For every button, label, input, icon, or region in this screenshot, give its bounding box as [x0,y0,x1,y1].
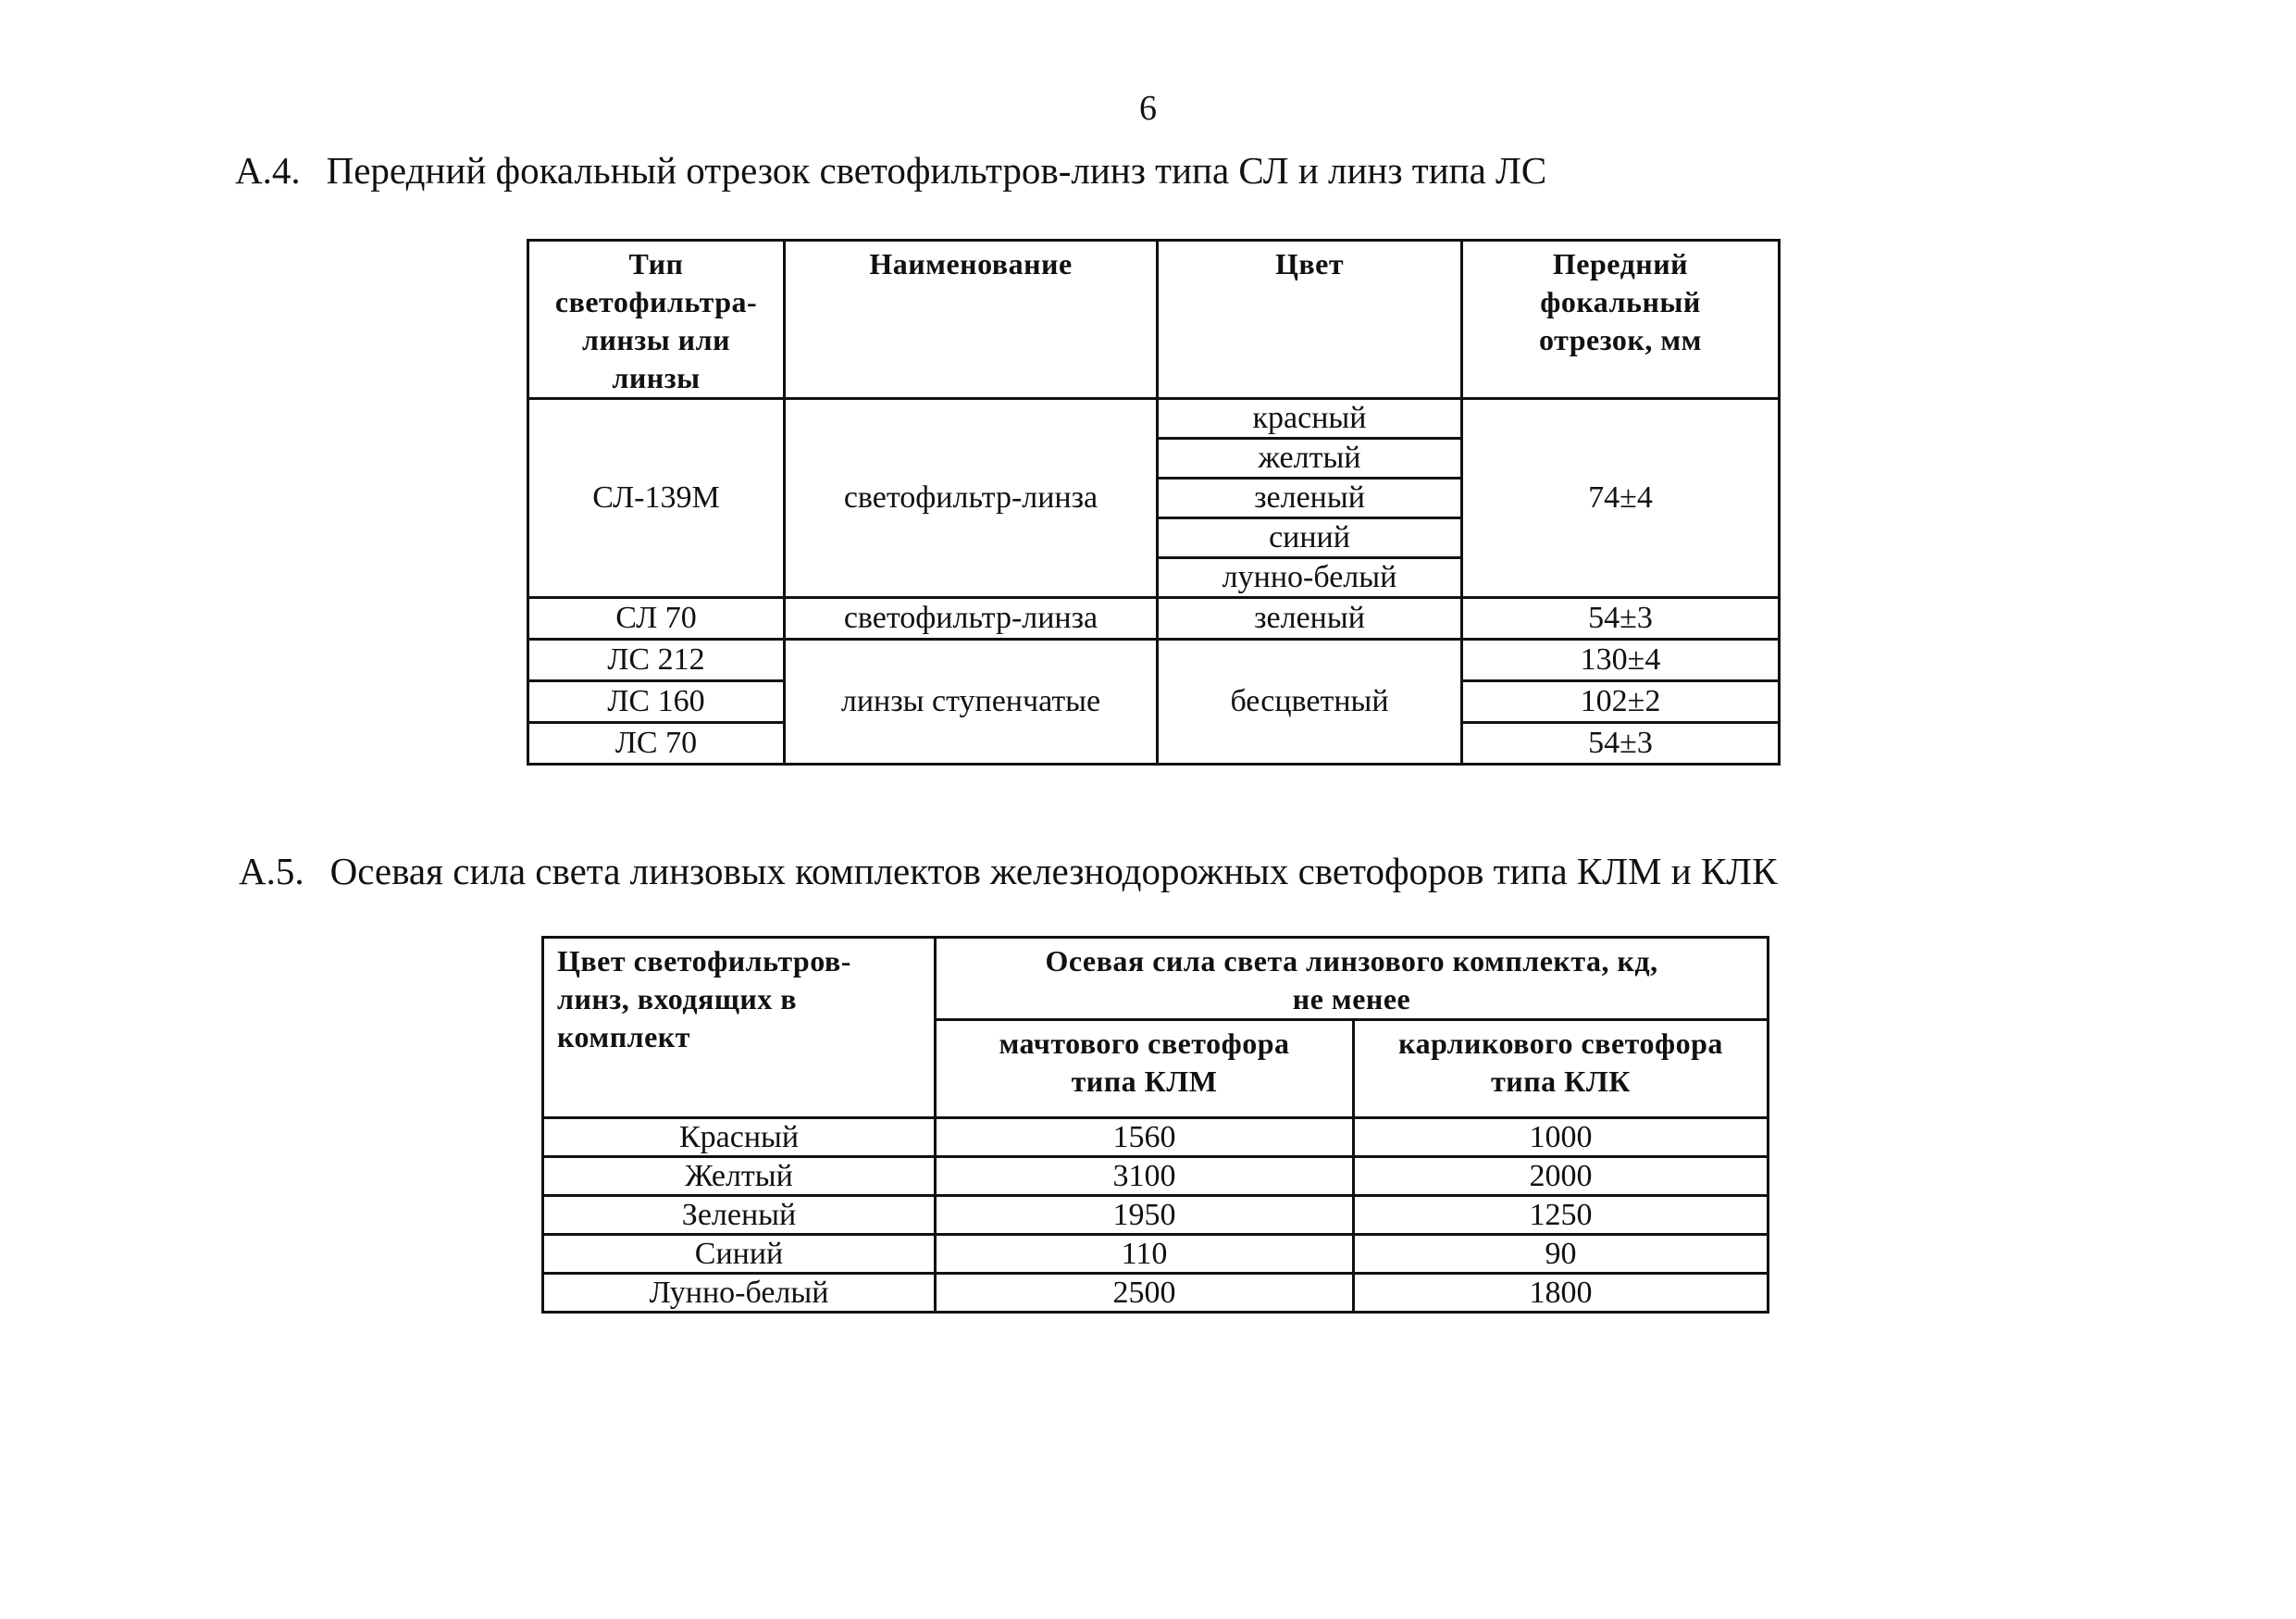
table-row [543,1157,1769,1196]
header-filter-color: Цвет светофильтров-линз, входящих в комплект [543,938,936,1118]
header-focal: Передний фокальный отрезок, мм [1462,241,1780,399]
header-klm: мачтового светофора типа КЛМ [936,1020,1354,1118]
table-row [543,1196,1769,1235]
cell-color: желтый [1158,439,1462,479]
table-header-row [528,241,1780,399]
header-name: Наименование [785,241,1158,399]
cell-color: красный [1158,399,1462,439]
cell-type-sl70: СЛ 70 [528,598,785,640]
section-a5-title-text: Осевая сила света линзовых комплектов железнодорожных светофоров типа КЛМ и КЛК [329,850,1778,892]
table-row [528,399,1780,439]
cell-klm: 3100 [936,1157,1354,1196]
header-intensity [936,938,1769,1020]
cell-klk: 1250 [1354,1196,1769,1235]
header-type: Тип светофильтра-линзы или линзы [528,241,785,399]
cell-type-ls212: ЛС 212 [528,640,785,681]
cell-klk: 1000 [1354,1118,1769,1157]
section-a4-title [235,148,1546,193]
cell-color: Лунно-белый [543,1274,936,1313]
cell-name-sl70: светофильтр-линза [785,598,1158,640]
cell-color: лунно-белый [1158,558,1462,598]
table-row [543,1118,1769,1157]
header-color: Цвет [1158,241,1462,399]
cell-klk: 2000 [1354,1157,1769,1196]
cell-focal-ls70: 54±3 [1462,723,1780,765]
section-a5-title [239,849,1777,893]
cell-type-sl139m: СЛ-139М [528,399,785,598]
cell-color: Зеленый [543,1196,936,1235]
cell-klm: 1560 [936,1118,1354,1157]
cell-name-sl139m: светофильтр-линза [785,399,1158,598]
header-intensity-line1: Осевая сила света линзового комплекта, кд, [1045,944,1658,978]
luminous-intensity-table [541,936,1769,1314]
cell-color: синий [1158,518,1462,558]
cell-focal-ls160: 102±2 [1462,681,1780,723]
cell-color: Красный [543,1118,936,1157]
cell-color: Синий [543,1235,936,1274]
cell-color: зеленый [1158,479,1462,518]
cell-type-ls70: ЛС 70 [528,723,785,765]
section-a4-number: А.4. [235,149,301,192]
section-a4-title-text: Передний фокальный отрезок светофильтров-линз типа СЛ и линз типа ЛС [326,149,1547,192]
header-intensity-line2: не менее [1292,982,1411,1015]
focal-distance-table [527,239,1781,766]
cell-color-lens-group: бесцветный [1158,640,1462,765]
cell-name-lens-group: линзы ступенчатые [785,640,1158,765]
table-row [528,640,1780,681]
cell-focal-ls212: 130±4 [1462,640,1780,681]
cell-klk: 90 [1354,1235,1769,1274]
cell-klm: 1950 [936,1196,1354,1235]
table-row [543,1235,1769,1274]
cell-color: Желтый [543,1157,936,1196]
header-klk: карликового светофора типа КЛК [1354,1020,1769,1118]
cell-klk: 1800 [1354,1274,1769,1313]
cell-klm: 110 [936,1235,1354,1274]
cell-focal-sl70: 54±3 [1462,598,1780,640]
table-row [543,1274,1769,1313]
section-a5-number: А.5. [239,850,304,892]
table-header-row [543,938,1769,1020]
cell-focal-sl139m: 74±4 [1462,399,1780,598]
cell-type-ls160: ЛС 160 [528,681,785,723]
cell-klm: 2500 [936,1274,1354,1313]
page-number: 6 [1139,89,1157,128]
cell-color-sl70: зеленый [1158,598,1462,640]
table-row [528,598,1780,640]
